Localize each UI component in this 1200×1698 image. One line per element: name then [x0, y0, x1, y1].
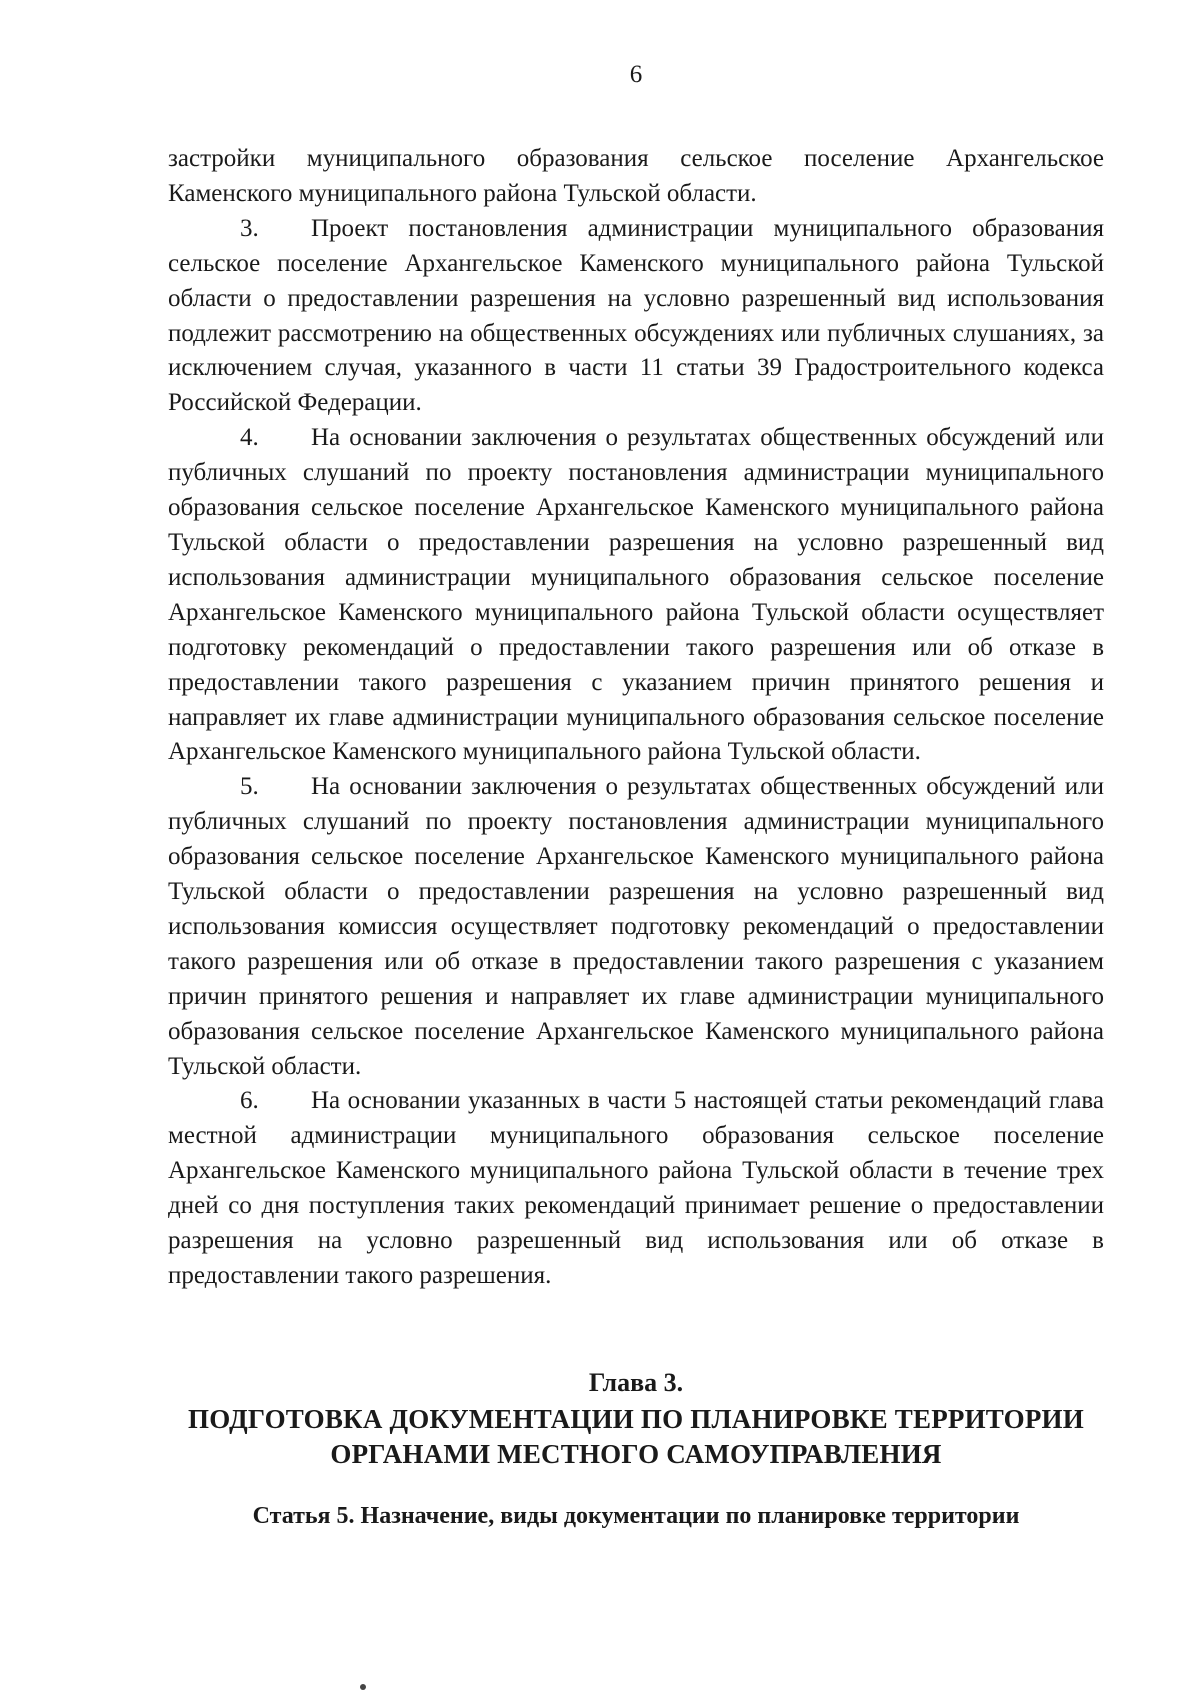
paragraph-3	[168, 212, 1104, 421]
paragraph-number: 6.	[240, 1087, 259, 1115]
paragraph-text: Проект постановления администрации муниципального образования сельское поселение Архангельское Каменского муниципального района Тульской области о предоставлении разрешения на условно разрешенный вид использования подлежит рассмотрению на общественных обсуждениях или публичных слушаниях, за исключением случая, указанного в части 11 статьи 39 Градостроительного кодекса Российской Федерации.	[168, 214, 1104, 417]
article-title: Статья 5. Назначение, виды документации по планировке территории	[252, 1503, 1020, 1529]
paragraph-number: 3.	[240, 214, 259, 242]
chapter-label: Глава 3.	[588, 1368, 684, 1397]
paragraph-6	[168, 1084, 1104, 1293]
page-number: 6	[629, 61, 643, 88]
paragraph-number: 4.	[240, 424, 259, 452]
document-body	[168, 142, 1104, 1294]
paragraph-continuation	[168, 142, 1104, 212]
chapter-title-line-2: ОРГАНАМИ МЕСТНОГО САМОУПРАВЛЕНИЯ	[330, 1439, 942, 1469]
paragraph-number: 5.	[240, 773, 259, 801]
paragraph-5	[168, 770, 1104, 1084]
paragraph-text: На основании заключения о результатах общественных обсуждений или публичных слушаний по проекту постановления администрации муниципального образования сельское поселение Архангельское Каменского муниципального района Тульской области о предоставлении разрешения на условно разрешенный вид использования комиссия осуществляет подготовку рекомендаций о предоставлении такого разрешения или об отказе в предоставлении такого разрешения с указанием причин принятого решения и направляет их главе администрации муниципального образования сельское поселение Архангельское Каменского муниципального района Тульской области.	[168, 773, 1104, 1080]
paragraph-4	[168, 421, 1104, 770]
paragraph-text: На основании указанных в части 5 настоящей статьи рекомендаций глава местной администрации муниципального образования сельское поселение Архангельское Каменского муниципального района Тульской области в течение трех дней со дня поступления таких рекомендаций принимает решение о предоставлении разрешения на условно разрешенный вид использования или об отказе в предоставлении такого разрешения.	[168, 1087, 1104, 1289]
paragraph-text: На основании заключения о результатах общественных обсуждений или публичных слушаний по проекту постановления администрации муниципального образования сельское поселение Архангельское Каменского муниципального района Тульской области о предоставлении разрешения на условно разрешенный вид использования администрации муниципального образования сельское поселение Архангельское Каменского муниципального района Тульской области осуществляет подготовку рекомендаций о предоставлении такого разрешения или об отказе в предоставлении такого разрешения с указанием причин принятого решения и направляет их главе администрации муниципального образования сельское поселение Архангельское Каменского муниципального района Тульской области.	[168, 424, 1104, 766]
chapter-title-line-1: ПОДГОТОВКА ДОКУМЕНТАЦИИ ПО ПЛАНИРОВКЕ ТЕРРИТОРИИ	[188, 1404, 1084, 1434]
scan-artifact	[360, 1684, 366, 1690]
chapter-title	[168, 1402, 1104, 1472]
paragraph-text: застройки муниципального образования сельское поселение Архангельское Каменского муниципального района Тульской области.	[168, 145, 1104, 207]
